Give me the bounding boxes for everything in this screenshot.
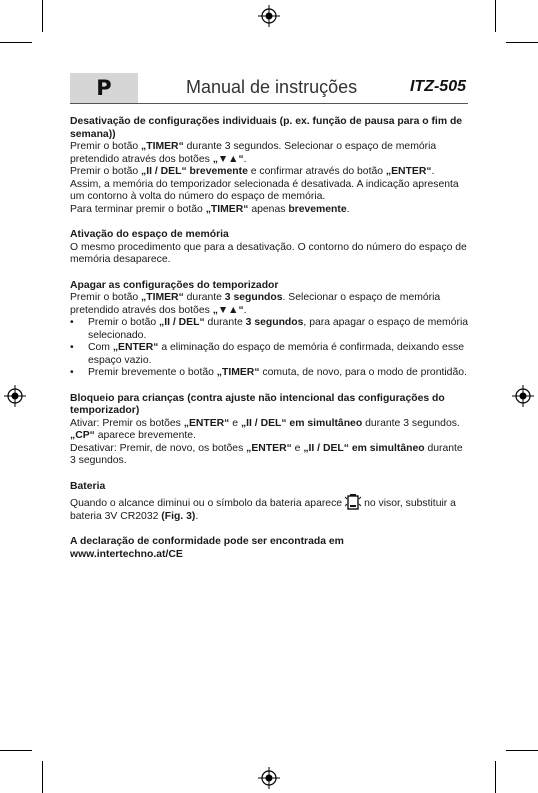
section-battery: [70, 481, 470, 524]
crop-mark-top-right-h: [506, 42, 538, 43]
crop-mark-bottom-right-h: [506, 750, 538, 751]
crop-mark-bottom-left-h: [0, 750, 32, 751]
paragraph: Premir o botão „II / DEL“ brevemente e confirmar através do botão „ENTER“.: [70, 166, 435, 177]
list-item: • Premir brevemente o botão „TIMER“ comuta, de novo, para o modo de prontidão.: [70, 367, 467, 378]
language-tab: [70, 73, 138, 103]
conformity-link[interactable]: www.intertechno.at/CE: [70, 548, 183, 560]
crop-mark-top-left: [42, 0, 43, 32]
header-divider: [70, 103, 468, 104]
paragraph: Quando o alcance diminui ou o símbolo da bateria aparece no visor, substituir a bateria 3V CR2032 (Fig. 3).: [70, 493, 470, 523]
paragraph: Premir o botão „TIMER“ durante 3 segundos. Selecionar o espaço de memória pretendido através dos botões „▼▲“.: [70, 141, 437, 165]
battery-icon: [345, 493, 361, 510]
registration-mark-right: [512, 385, 534, 407]
conformity-text: A declaração de conformidade pode ser encontrada em: [70, 536, 344, 547]
crop-mark-top-right: [495, 0, 496, 32]
crop-mark-top-left-h: [0, 42, 32, 43]
paragraph: Premir o botão „TIMER“ durante 3 segundos. Selecionar o espaço de memória pretendido através dos botões „▼▲“.: [70, 292, 441, 316]
registration-mark-top: [258, 5, 280, 27]
crop-mark-bottom-right: [495, 761, 496, 793]
crop-mark-bottom-left: [42, 761, 43, 793]
section-deactivate: [70, 116, 470, 216]
list-item: • Premir o botão „II / DEL“ durante 3 segundos, para apagar o espaço de memória selecionado.: [70, 317, 469, 341]
paragraph: Assim, a memória do temporizador selecionada é desativada. A indicação apresenta um contorno à volta do número do espaço de memória.: [70, 178, 459, 202]
section-heading: Bateria: [70, 480, 106, 492]
registration-mark-bottom: [258, 767, 280, 789]
paragraph: Ativar: Premir os botões „ENTER“ e „II / DEL“ em simultâneo durante 3 segundos. „CP“ aparece brevemente.: [70, 417, 460, 441]
manual-title: Manual de instruções: [186, 77, 358, 97]
section-delete: [70, 280, 470, 380]
section-heading: Apagar as configurações do temporizador: [70, 279, 279, 291]
manual-header: [70, 73, 468, 103]
manual-body: [70, 116, 470, 574]
section-child-lock: [70, 393, 470, 468]
paragraph: Desativar: Premir, de novo, os botões „ENTER“ e „II / DEL“ em simultâneo durante 3 segundos.: [70, 442, 463, 466]
model-number: ITZ-505: [409, 78, 466, 95]
section-activate: [70, 229, 470, 267]
section-heading: Ativação do espaço de memória: [70, 229, 229, 240]
paragraph: Para terminar premir o botão „TIMER“ apenas brevemente.: [70, 203, 350, 215]
section-heading: Bloqueio para crianças (contra ajuste não intencional das configurações do temporizador): [70, 392, 445, 416]
section-conformity: [70, 536, 470, 561]
registration-mark-left: [4, 385, 26, 407]
section-heading: Desativação de configurações individuais (p. ex. função de pausa para o fim de semana)): [70, 116, 463, 140]
paragraph: O mesmo procedimento que para a desativação. O contorno do número do espaço de memória desaparece.: [70, 241, 467, 265]
language-code: P: [96, 76, 112, 100]
list-item: • Com „ENTER“ a eliminação do espaço de memória é confirmada, deixando esse espaço vazio.: [70, 342, 464, 366]
